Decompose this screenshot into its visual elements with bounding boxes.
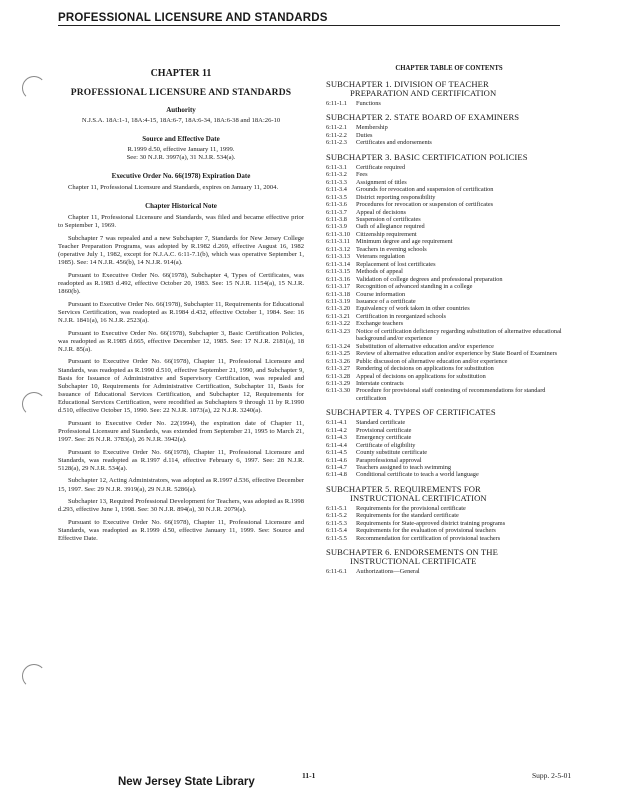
section-title: Requirements for State-approved district training programs xyxy=(356,519,506,527)
table-of-contents xyxy=(326,80,572,576)
section-title: Minimum degree and age requirement xyxy=(356,238,453,246)
toc-entry xyxy=(326,124,572,131)
section-number: 6:11-4.4 xyxy=(326,441,347,449)
section-title: Equivalency of work taken in other countries xyxy=(356,305,470,313)
section-title: Paraprofessional approval xyxy=(356,456,422,464)
toc-entry xyxy=(326,209,572,216)
toc-entry xyxy=(326,350,572,357)
source-heading: Source and Effective Date xyxy=(142,135,220,143)
section-number: 6:11-3.27 xyxy=(326,365,351,373)
subchapter-heading-line: SUBCHAPTER 4. TYPES OF CERTIFICATES xyxy=(326,407,496,418)
chapter-title: PROFESSIONAL LICENSURE AND STANDARDS xyxy=(70,88,292,98)
section-title: Emergency certificate xyxy=(356,434,412,442)
history-heading: Chapter Historical Note xyxy=(145,202,217,211)
toc-entry xyxy=(326,313,572,320)
subchapter-heading xyxy=(326,80,572,98)
history-paragraph: Pursuant to Executive Order No. 66(1978), Chapter 11, Professional Licensure and Standards, was readopted as R.1999 d.50, effective January 11, 1999. See: Source and Effective Date. xyxy=(58,519,304,543)
authority-heading: Authority xyxy=(166,106,196,114)
toc-entry xyxy=(326,427,572,434)
history-paragraph: Pursuant to Executive Order No. 22(1994), the expiration date of Chapter 11, Professional Licensure and Standards, was extended from September 21, 1995 to March 21, 1997. See: 26 N.J.R. 3783(a), 26 N.J.R. 3942(a). xyxy=(58,419,304,443)
section-number: 6:11-5.5 xyxy=(326,534,347,542)
history-paragraph: Pursuant to Executive Order No. 66(1978), Chapter 11, Professional Licensure and Standards, was readopted as R.1997 d.114, effective February 6, 1997. See: 28 N.J.R. 5128(a), 29 N.J.R. 534(a). xyxy=(58,448,304,472)
toc-entry xyxy=(326,535,572,542)
toc-entry xyxy=(326,201,572,208)
subchapter-heading-line: SUBCHAPTER 5. REQUIREMENTS FOR xyxy=(326,483,481,494)
section-title: Standard certificate xyxy=(356,419,406,427)
toc-entry xyxy=(326,100,572,107)
section-number: 6:11-3.12 xyxy=(326,245,351,253)
section-number: 6:11-3.10 xyxy=(326,230,351,238)
section-number: 6:11-3.24 xyxy=(326,342,351,350)
toc-entry xyxy=(326,449,572,456)
section-number: 6:11-3.6 xyxy=(326,201,347,209)
section-number: 6:11-3.29 xyxy=(326,379,351,387)
section-number: 6:11-3.17 xyxy=(326,283,351,291)
section-number: 6:11-3.25 xyxy=(326,350,351,358)
toc-entry xyxy=(326,328,572,343)
section-number: 6:11-3.23 xyxy=(326,327,351,335)
subchapter-heading xyxy=(326,153,572,162)
section-number: 6:11-2.1 xyxy=(326,124,347,132)
supplement-date: Supp. 2-5-01 xyxy=(532,771,572,780)
section-title: Veterans regulation xyxy=(356,253,405,261)
section-number: 6:11-3.22 xyxy=(326,320,351,328)
section-title: Public discussion of alternative education and/or experience xyxy=(356,357,508,365)
section-number: 6:11-3.11 xyxy=(326,238,350,246)
history-paragraph: Subchapter 7 was repealed and a new Subchapter 7, Standards for New Jersey College Teacher Preparation Programs, was adopted by R.1982 d.269, effective August 16, 1982 (operative July 1, 1982, except for N.J.A.C. 6:11-7.1(b), which was operative September 1, 1985). See: 14 N.J.R. 456(b), 14 N.J.R. 914(a). xyxy=(58,234,304,267)
toc-entry xyxy=(326,132,572,139)
section-title: Rendering of decisions on applications for substitution xyxy=(356,365,494,373)
history-notes xyxy=(58,214,304,543)
library-stamp: New Jersey State Library xyxy=(118,776,255,788)
source-line: See: 30 N.J.R. 3997(a), 31 N.J.R. 534(a). xyxy=(126,154,236,161)
subchapter-heading-line: SUBCHAPTER 3. BASIC CERTIFICATION POLICIES xyxy=(326,151,528,162)
eo-heading: Executive Order No. 66(1978) Expiration Date xyxy=(111,172,251,180)
section-number: 6:11-3.18 xyxy=(326,290,351,298)
toc-entry xyxy=(326,419,572,426)
section-number: 6:11-5.1 xyxy=(326,504,347,512)
subchapter-heading xyxy=(326,548,572,566)
toc-entry xyxy=(326,380,572,387)
history-paragraph: Pursuant to Executive Order No. 66(1978), Subchapter 11, Requirements for Educational Services Certification, was readopted as R.1984 d.432, effective October 1, 1984. See: 16 N.J.R. 1841(a), 16 N.J.R. 2523(a). xyxy=(58,300,304,324)
section-number: 6:11-3.4 xyxy=(326,186,347,194)
section-number: 6:11-4.3 xyxy=(326,434,347,442)
toc-entry xyxy=(326,320,572,327)
history-paragraph: Pursuant to Executive Order No. 66(1978), Chapter 11, Professional Licensure and Standards, was readopted as R.1990 d.510, effective September 21, 1990, and Subchapter 9, Basis for Issuance of Administrative and Supervisory Certification, was repealed and Subchapter 10, Requirements for Administrative Certification, Subchapter 11, Basis for Issuance of Educational Services Certification, and Subchapter 12, Requirements for Educational Services Certification, were recodified as Subchapters 9 through 11 by R.1990 d.510, effective October 15, 1990. See: 22 N.J.R. 1873(a), 22 N.J.R. 3240(a). xyxy=(58,358,304,415)
section-title: Appeal of decisions xyxy=(356,208,407,216)
section-number: 6:11-4.1 xyxy=(326,419,347,427)
section-title: Membership xyxy=(356,124,388,132)
section-title: Requirements for the provisional certificate xyxy=(356,504,466,512)
toc-entry xyxy=(326,434,572,441)
section-title: Methods of appeal xyxy=(356,268,403,276)
section-title: Oath of allegiance required xyxy=(356,223,425,231)
toc-entry xyxy=(326,179,572,186)
toc-entry xyxy=(326,164,572,171)
section-title: Recommendation for certification of provisional teachers xyxy=(356,534,501,542)
history-paragraph: Chapter 11, Professional Licensure and Standards, was filed and became effective prior to September 1, 1969. xyxy=(58,214,304,230)
toc-entry xyxy=(326,246,572,253)
authority-text: N.J.S.A. 18A:1-1, 18A:4-15, 18A:6-7, 18A:6-34, 18A:6-38 and 18A:26-10 xyxy=(81,117,281,124)
toc-entry xyxy=(326,223,572,230)
section-title: Certificate required xyxy=(356,163,406,171)
section-number: 6:11-1.1 xyxy=(326,100,347,107)
running-header: PROFESSIONAL LICENSURE AND STANDARDS xyxy=(58,12,560,26)
page-number: 11-1 xyxy=(302,771,316,780)
punch-hole-mark xyxy=(22,76,46,100)
subchapter-heading-line: INSTRUCTIONAL CERTIFICATION xyxy=(350,492,487,503)
toc-entry xyxy=(326,471,572,478)
toc-entry xyxy=(326,373,572,380)
toc-entry xyxy=(326,305,572,312)
toc-title: CHAPTER TABLE OF CONTENTS xyxy=(395,65,503,72)
toc-entry xyxy=(326,568,572,575)
subchapter-heading xyxy=(326,408,572,417)
section-title: Provisional certificate xyxy=(356,426,412,434)
section-title: Teachers in evening schools xyxy=(356,245,427,253)
section-number: 6:11-3.13 xyxy=(326,253,351,261)
subchapter-heading-line: PREPARATION AND CERTIFICATION xyxy=(350,88,497,98)
section-title: Fees xyxy=(356,171,368,179)
toc-entry xyxy=(326,512,572,519)
section-number: 6:11-5.4 xyxy=(326,527,347,535)
section-title: Authorizations—General xyxy=(356,568,420,576)
section-title: Appeal of decisions on applications for substitution xyxy=(356,372,486,380)
chapter-number: CHAPTER 11 xyxy=(150,68,212,79)
section-number: 6:11-3.14 xyxy=(326,260,351,268)
toc-entry xyxy=(326,457,572,464)
section-number: 6:11-3.26 xyxy=(326,357,351,365)
toc-entry xyxy=(326,276,572,283)
toc-entry xyxy=(326,298,572,305)
section-number: 6:11-3.8 xyxy=(326,215,347,223)
section-number: 6:11-3.16 xyxy=(326,275,351,283)
toc-entry xyxy=(326,186,572,193)
section-title: Conditional certificate to teach a world language xyxy=(356,471,479,479)
section-number: 6:11-3.5 xyxy=(326,193,347,201)
section-number: 6:11-3.2 xyxy=(326,171,347,179)
section-title: Requirements for the evaluation of provisional teachers xyxy=(356,527,496,535)
section-number: 6:11-4.7 xyxy=(326,464,347,472)
toc-entry xyxy=(326,358,572,365)
section-title: Replacement of lost certificates xyxy=(356,260,436,268)
toc-entry xyxy=(326,387,572,402)
section-title: Teachers assigned to teach swimming xyxy=(356,464,452,472)
toc-entry xyxy=(326,194,572,201)
section-title: Course information xyxy=(356,290,406,298)
section-number: 6:11-2.2 xyxy=(326,131,347,139)
section-title: Suspension of certificates xyxy=(356,215,421,223)
section-number: 6:11-3.20 xyxy=(326,305,351,313)
right-column xyxy=(326,64,572,576)
eo-text: Chapter 11, Professional Licensure and Standards, expires on January 11, 2004. xyxy=(68,184,279,191)
toc-entry xyxy=(326,520,572,527)
history-paragraph: Subchapter 12, Acting Administrators, was adopted as R.1997 d.536, effective December 15, 1997. See: 29 N.J.R. 3919(a), 29 N.J.R. 5286(a). xyxy=(58,477,304,493)
section-number: 6:11-2.3 xyxy=(326,139,347,147)
section-number: 6:11-5.2 xyxy=(326,512,347,520)
section-title: Duties xyxy=(356,131,373,139)
section-title: Procedure for provisional staff contesting of recommendations for standard certification xyxy=(356,387,546,402)
section-number: 6:11-3.30 xyxy=(326,387,351,395)
toc-entry xyxy=(326,343,572,350)
section-title: Certificates and endorsements xyxy=(356,139,432,147)
section-title: Substitution of alternative education and/or experience xyxy=(356,342,494,350)
toc-entry xyxy=(326,442,572,449)
section-number: 6:11-3.28 xyxy=(326,372,351,380)
subchapter-heading xyxy=(326,113,572,122)
section-title: Grounds for revocation and suspension of certification xyxy=(356,186,494,194)
left-column xyxy=(58,64,304,548)
section-title: Exchange teachers xyxy=(356,320,404,328)
section-number: 6:11-4.6 xyxy=(326,456,347,464)
section-number: 6:11-4.5 xyxy=(326,449,347,457)
section-title: Validation of college degrees and professional preparation xyxy=(356,275,503,283)
toc-entry xyxy=(326,505,572,512)
section-title: Citizenship requirement xyxy=(356,230,417,238)
section-title: Certificate of eligibility xyxy=(356,441,416,449)
toc-entry xyxy=(326,365,572,372)
toc-entry xyxy=(326,238,572,245)
section-title: Procedures for revocation or suspension of certificates xyxy=(356,201,494,209)
toc-entry xyxy=(326,268,572,275)
history-paragraph: Subchapter 13, Required Professional Development for Teachers, was adopted as R.1998 d.293, effective June 1, 1998. See: 30 N.J.R. 894(a), 30 N.J.R. 2079(a). xyxy=(58,498,304,514)
toc-entry xyxy=(326,216,572,223)
section-number: 6:11-5.3 xyxy=(326,519,347,527)
section-title: Notice of certification deficiency regarding substitution of alternative educational background and/or experience xyxy=(356,327,562,343)
toc-entry xyxy=(326,261,572,268)
section-title: District reporting responsibility xyxy=(356,193,436,201)
source-line: R.1999 d.50, effective January 11, 1999. xyxy=(127,146,235,153)
section-title: Interstate contracts xyxy=(356,379,404,387)
toc-entry xyxy=(326,283,572,290)
section-title: Assignment of titles xyxy=(356,178,407,186)
subchapter-heading xyxy=(326,485,572,503)
section-number: 6:11-3.15 xyxy=(326,268,351,276)
subchapter-heading-line: INSTRUCTIONAL CERTIFICATE xyxy=(350,556,477,567)
section-number: 6:11-6.1 xyxy=(326,568,347,576)
subchapter-heading-line: SUBCHAPTER 6. ENDORSEMENTS ON THE xyxy=(326,547,498,558)
section-number: 6:11-3.9 xyxy=(326,223,347,231)
toc-entry xyxy=(326,527,572,534)
subchapter-heading-line: SUBCHAPTER 1. DIVISION OF TEACHER xyxy=(326,79,489,89)
section-title: Review of alternative education and/or experience by State Board of Examiners xyxy=(356,350,558,358)
section-number: 6:11-4.2 xyxy=(326,426,347,434)
section-title: Functions xyxy=(356,100,381,107)
section-title: Issuance of a certificate xyxy=(356,297,416,305)
toc-entry xyxy=(326,139,572,146)
history-paragraph: Pursuant to Executive Order No. 66(1978), Subchapter 3, Basic Certification Policies, was readopted as R.1985 d.665, effective December 12, 1985. See: 17 N.J.R. 2181(a), 18 N.J.R. 85(a). xyxy=(58,329,304,353)
toc-entry xyxy=(326,464,572,471)
toc-entry xyxy=(326,253,572,260)
punch-hole-mark xyxy=(22,392,46,416)
history-paragraph: Pursuant to Executive Order No. 66(1978), Subchapter 4, Types of Certificates, was readopted as R.1983 d.492, effective October 20, 1983. See: 15 N.J.R. 1154(a), 15 N.J.R. 1860(b). xyxy=(58,271,304,296)
toc-entry xyxy=(326,291,572,298)
punch-hole-mark xyxy=(22,664,46,688)
subchapter-heading-line: SUBCHAPTER 2. STATE BOARD OF EXAMINERS xyxy=(326,112,520,123)
section-number: 6:11-3.21 xyxy=(326,312,351,320)
section-title: Certification in reorganized schools xyxy=(356,312,446,320)
section-number: 6:11-3.7 xyxy=(326,208,347,216)
section-number: 6:11-4.8 xyxy=(326,471,347,479)
section-number: 6:11-3.3 xyxy=(326,178,347,186)
toc-entry xyxy=(326,171,572,178)
section-title: County substitute certificate xyxy=(356,449,427,457)
section-title: Recognition of advanced standing in a college xyxy=(356,283,473,291)
toc-entry xyxy=(326,231,572,238)
section-number: 6:11-3.19 xyxy=(326,297,351,305)
section-number: 6:11-3.1 xyxy=(326,163,347,171)
section-title: Requirements for the standard certificate xyxy=(356,512,459,520)
